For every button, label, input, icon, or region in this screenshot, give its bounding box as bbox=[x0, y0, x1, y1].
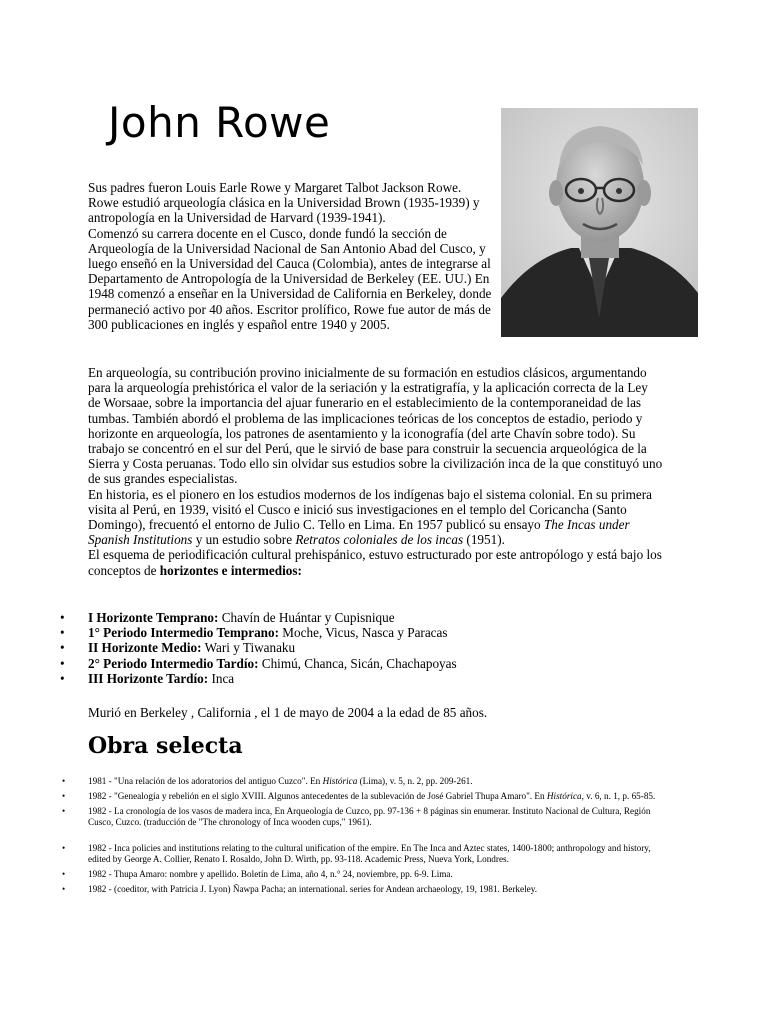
period-label: I Horizonte Temprano: bbox=[88, 610, 219, 625]
work-item bbox=[60, 791, 660, 802]
parents-paragraph: Sus padres fueron Louis Earle Rowe y Margaret Talbot Jackson Rowe. bbox=[88, 180, 462, 195]
work-text: 1982 - "Genealogía y rebelión en el siglo XVIII. Algunos antecedentes de la sublevación de José Gabriel Thupa Amaro". En bbox=[88, 791, 545, 801]
scheme-paragraph bbox=[88, 547, 663, 577]
work-item bbox=[60, 869, 660, 880]
scheme-text: El esquema de periodificación cultural prehispánico, estuvo estructurado por este antropólogo y está bajo los conceptos de bbox=[88, 547, 662, 578]
main-text bbox=[88, 365, 663, 578]
work-details: , v. 6, n. 1, p. 65-85. bbox=[581, 791, 656, 801]
page-title: John Rowe bbox=[108, 98, 331, 147]
work-text: 1982 - Thupa Amaro: nombre y apellido. Boletín de Lima, año 4, n.° 24, noviembre, pp. 6-9. Lima. bbox=[88, 869, 453, 879]
death-paragraph: Murió en Berkeley , California , el 1 de mayo de 2004 a la edad de 85 años. bbox=[88, 705, 488, 720]
book-title-retratos: Retratos coloniales de los incas bbox=[295, 532, 464, 548]
periods-list bbox=[60, 610, 660, 686]
portrait-photo bbox=[501, 108, 698, 337]
work-item bbox=[60, 843, 660, 865]
portrait-image bbox=[501, 108, 698, 337]
period-item bbox=[60, 656, 660, 671]
work-text: 1982 - La cronología de los vasos de madera inca, En Arqueología de Cuzco, pp. 97-136 + 8 páginas sin enumerar. Instituto Nacional de Cultura, Región Cusco, Cuzco. (traducción de "The chronology of Inca wooden cups," 1961). bbox=[88, 806, 651, 827]
work-item bbox=[60, 884, 660, 895]
history-year: (1951). bbox=[466, 532, 505, 548]
work-text: 1981 - "Una relación de los adoratorios del antiguo Cuzco". En bbox=[88, 776, 321, 786]
work-details: (Lima), v. 5, n. 2, pp. 209-261. bbox=[359, 776, 473, 786]
biography-intro bbox=[88, 180, 500, 332]
work-journal: Histórica bbox=[546, 791, 582, 801]
work-text: 1982 - (coeditor, with Patricia J. Lyon) Ñawpa Pacha; an international. series for Andean archaeology, 19, 1981. Berkeley. bbox=[88, 884, 537, 894]
works-list bbox=[60, 776, 660, 899]
period-value: Moche, Vicus, Nasca y Paracas bbox=[282, 625, 448, 641]
career-paragraph: Comenzó su carrera docente en el Cusco, donde fundó la sección de Arqueología de la Universidad Nacional de San Antonio Abad del Cusco, y luego enseñó en la Universidad del Cauca (Colombia), antes de integrarse al Departamento de Antropología de la Universidad de Berkeley (EE. UU.) En 1948 comenzó a enseñar en la Universidad de California en Berkeley, donde permaneció activo por 40 años. Escritor prolífico, Rowe fue autor de más de 300 publicaciones en inglés y español entre 1940 y 2005. bbox=[88, 225, 492, 332]
period-item bbox=[60, 671, 660, 686]
period-label: III Horizonte Tardío: bbox=[88, 670, 209, 686]
archaeology-paragraph: En arqueología, su contribución provino inicialmente de su formación en estudios clásicos, argumentando para la arqueología prehistórica el valor de la seriación y la estratigrafía, y la aplicación correcta de la Ley de Worsaae, sobre la importancia del ajuar funerario en el establecimiento de la contemporaneidad de las tumbas. También abordó el problema de las implicaciones teóricas de los conceptos de estadio, periodo y horizonte en arqueología, los patrones de asentamiento y la iconografía (del arte Chavín sobre todo). Su trabajo se concentró en el sur del Perú, que le sirvió de base para construir la secuencia arqueológica de la Sierra y Costa peruanas. Todo ello sin olvidar sus estudios sobre la civilización inca de la que constituyó uno de sus grandes especialistas. bbox=[88, 365, 663, 487]
period-label: II Horizonte Medio: bbox=[88, 640, 202, 656]
history-paragraph bbox=[88, 487, 663, 548]
history-text: En historia, es el pionero en los estudios modernos de los indígenas bajo el sistema colonial. En su primera visita al Perú, en 1939, visitó el Cusco e inició sus investigaciones en el templo del Coricancha (Santo Domingo), frecuentó el entorno de Julio C. Tello en Lima. En 1957 publicó su ensayo bbox=[88, 486, 653, 533]
book-title-incas: The Incas under Spanish Institutions bbox=[88, 517, 630, 548]
work-item bbox=[60, 776, 660, 787]
period-item bbox=[60, 610, 660, 625]
work-text: 1982 - Inca policies and institutions relating to the cultural unification of the empire. En The Inca and Aztec states, 1400-1800; anthropology and history, edited by George A. Collier, Renato I. Rosaldo, John D. Wirth, pp. 93-118. Academic Press, Nueva York, Londres. bbox=[88, 843, 651, 864]
period-label: 2° Periodo Intermedio Tardío: bbox=[88, 655, 259, 671]
period-item bbox=[60, 640, 660, 655]
scheme-bold: horizontes e intermedios: bbox=[159, 562, 302, 578]
period-value: Chavín de Huántar y Cupisnique bbox=[221, 610, 395, 625]
period-value: Chimú, Chanca, Sicán, Chachapoyas bbox=[261, 655, 457, 671]
education-paragraph: Rowe estudió arqueología clásica en la Universidad Brown (1935-1939) y antropología en la Universidad de Harvard (1939-1941). bbox=[88, 195, 480, 226]
work-journal: Histórica bbox=[322, 776, 358, 786]
work-item bbox=[60, 806, 660, 828]
period-value: Inca bbox=[211, 670, 235, 686]
period-value: Wari y Tiwanaku bbox=[204, 640, 296, 656]
section-title-works: Obra selecta bbox=[88, 733, 243, 759]
period-label: 1° Periodo Intermedio Temprano: bbox=[88, 625, 279, 641]
history-connector: y un estudio sobre bbox=[195, 532, 293, 548]
period-item bbox=[60, 625, 660, 640]
